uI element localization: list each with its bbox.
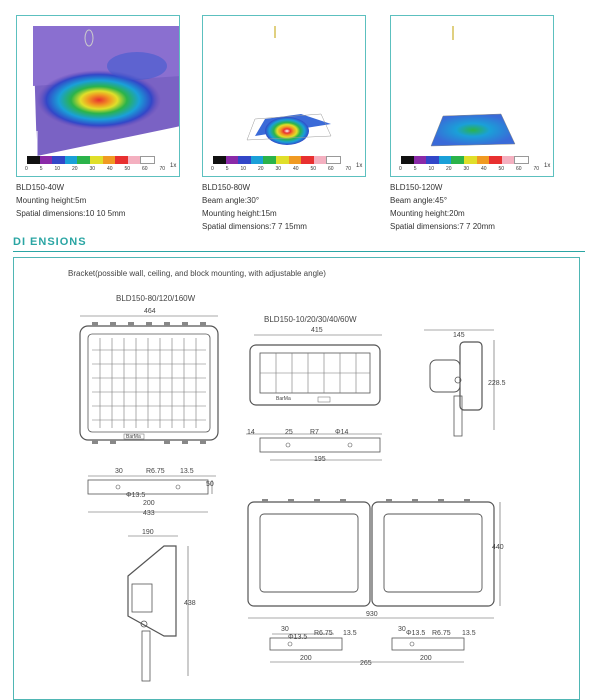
scale-unit: 1x xyxy=(170,163,177,169)
dim-50: 50 xyxy=(206,481,214,488)
heatmap-image-120w xyxy=(391,16,554,156)
dim-25: 25 xyxy=(285,429,293,436)
fixture-front-center xyxy=(246,335,386,409)
dim-228-5: 228.5 xyxy=(488,380,506,387)
section-title: DI ENSIONS xyxy=(13,236,87,248)
dim-30-b1: 30 xyxy=(281,626,289,633)
heatmap-panel-40w xyxy=(16,15,180,177)
dim-phi135-left: Φ13.5 xyxy=(126,492,146,499)
dim-265: 265 xyxy=(360,660,372,667)
dim-30-b2: 30 xyxy=(398,626,406,633)
dim-r675-b2: R6.75 xyxy=(432,630,451,637)
heatmap-panel-120w xyxy=(390,15,554,177)
heatmap-image-80w xyxy=(203,16,366,156)
fixture-side-left xyxy=(114,536,194,681)
dim-r675-b1: R6.75 xyxy=(314,630,333,637)
dim-135-left: 13.5 xyxy=(180,468,194,475)
dim-195: 195 xyxy=(314,456,326,463)
brand-mark-center: BarMa xyxy=(276,396,291,402)
bracket-note: Bracket(possible wall, ceiling, and block mounting, with adjustable angle) xyxy=(68,269,326,278)
dim-930: 930 xyxy=(366,611,378,618)
fixture-front-left xyxy=(80,316,220,452)
dim-200-b2: 200 xyxy=(420,655,432,662)
color-scale xyxy=(401,156,529,164)
model-label-center: BLD150-10/20/30/40/60W xyxy=(264,315,357,324)
heatmap-image-40w xyxy=(17,16,180,156)
dim-200-b1: 200 xyxy=(300,655,312,662)
dim-433: 433 xyxy=(143,510,155,517)
heatmap-panel-80w xyxy=(202,15,366,177)
dim-464: 464 xyxy=(144,308,156,315)
scale-ticks: 0 5 10 20 30 40 50 60 70 xyxy=(399,166,539,172)
dim-14: 14 xyxy=(247,429,255,436)
dim-phi135-b1: Φ13.5 xyxy=(288,634,308,641)
dim-190: 190 xyxy=(142,529,154,536)
dim-438: 438 xyxy=(184,600,196,607)
dim-415: 415 xyxy=(311,327,323,334)
scale-unit: 1x xyxy=(544,163,551,169)
dim-phi135-b2: Φ13.5 xyxy=(406,630,426,637)
dim-200-left: 200 xyxy=(143,500,155,507)
dim-phi14: Φ14 xyxy=(335,429,349,436)
brand-mark-left: BarMa xyxy=(126,434,141,440)
caption-120w: BLD150-120W Beam angle:45° Mounting height:20m Spatial dimensions:7 7 20mm xyxy=(390,183,495,231)
model-label-left: BLD150-80/120/160W xyxy=(116,294,196,303)
dim-line-930 xyxy=(248,616,508,620)
dim-135-b1: 13.5 xyxy=(343,630,357,637)
section-divider xyxy=(13,251,585,252)
dim-r7: R7 xyxy=(310,429,319,436)
scale-ticks: 0 5 10 20 30 40 50 60 70 xyxy=(211,166,351,172)
caption-80w: BLD150-80W Beam angle:30° Mounting height:15m Spatial dimensions:7 7 15mm xyxy=(202,183,307,231)
dim-145: 145 xyxy=(453,332,465,339)
scale-ticks: 0 5 10 20 30 40 50 60 70 xyxy=(25,166,165,172)
scale-unit: 1x xyxy=(356,163,363,169)
dim-30-left: 30 xyxy=(115,468,123,475)
caption-40w: BLD150-40W Mounting height:5m Spatial dimensions:10 10 5mm xyxy=(16,183,126,218)
color-scale xyxy=(213,156,341,164)
dim-r675-left: R6.75 xyxy=(146,468,165,475)
color-scale xyxy=(27,156,155,164)
dim-440: 440 xyxy=(492,544,504,551)
dim-135-b2: 13.5 xyxy=(462,630,476,637)
fixture-front-double xyxy=(248,502,508,612)
